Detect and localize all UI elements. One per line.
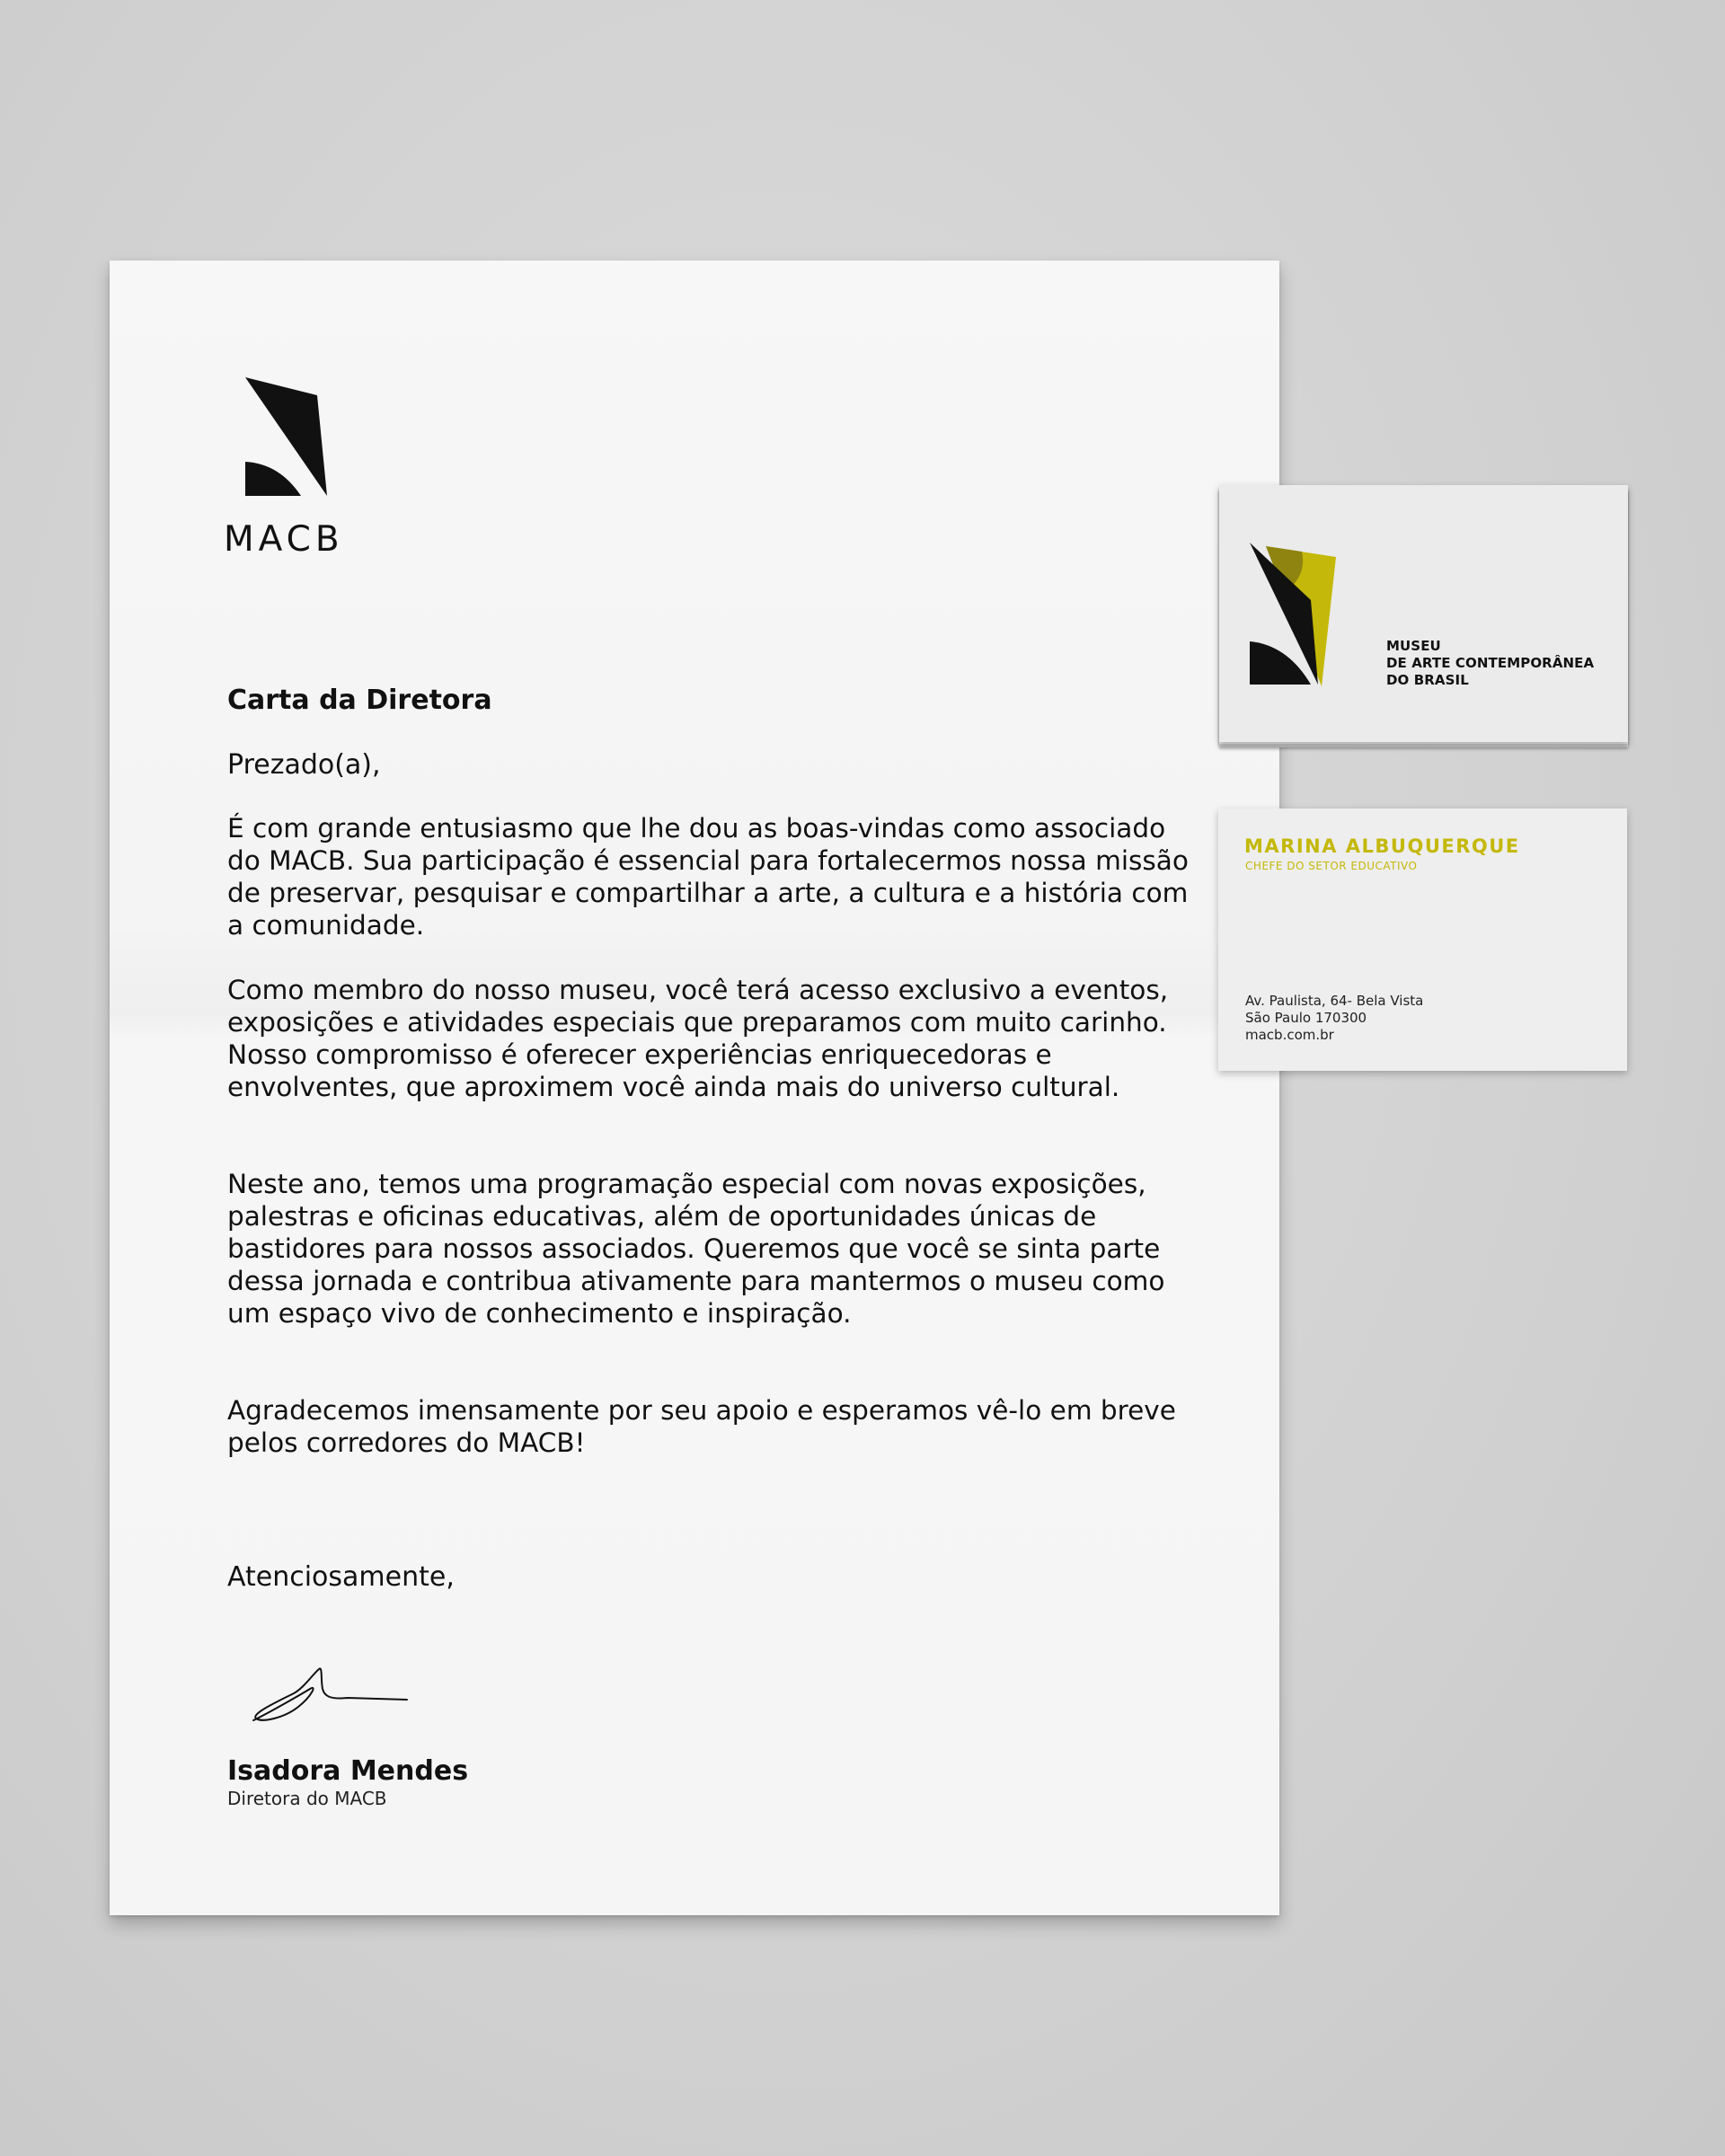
signer-name: Isadora Mendes [227,1755,469,1787]
letter-paragraph: É com grande entusiasmo que lhe dou as boas-vindas como associado do MACB. Sua participação é essencial para fortalecermos nossa missão de preservar, pesquisar e compartilhar a arte, a cultura e a história com a comunidade. [227,813,1189,941]
card-address-line: São Paulo 170300 [1245,1010,1367,1026]
letter-title: Carta da Diretora [227,685,492,716]
letter-closing: Atenciosamente, [227,1561,455,1593]
card-address [1245,993,1423,1044]
letter-paragraph: Neste ano, temos uma programação especial com novas exposições, palestras e oficinas educativas, além de oportunidades únicas de bastidores para nossos associados. Queremos que você se sinta parte dessa jornada e contribua ativamente para mantermos o museu como um espaço vivo de conhecimento e inspiração. [227,1169,1165,1329]
card-org-name [1386,638,1594,689]
letter-greeting: Prezado(a), [227,749,381,781]
card-person-role: CHEFE DO SETOR EDUCATIVO [1245,860,1418,872]
card-address-line: Av. Paulista, 64- Bela Vista [1245,993,1424,1009]
card-address-line: macb.com.br [1245,1027,1334,1043]
letter-sheet [110,261,1279,1915]
business-card-back [1218,808,1627,1071]
card-org-line: MUSEU [1386,638,1441,654]
letter-paragraph: Como membro do nosso museu, você terá acesso exclusivo a eventos, exposições e atividades especiais que preparamos com muito carinho. Nosso compromisso é oferecer experiências enriquecedoras e envolventes, que aproximem você ainda mais do universo cultural. [227,975,1169,1102]
letter-paragraph: Agradecemos imensamente por seu apoio e esperamos vê-lo em breve pelos corredores do MACB! [227,1395,1176,1458]
business-card-front-stack [1219,485,1628,747]
macb-color-logo-icon [1248,541,1338,690]
card-org-line: DE ARTE CONTEMPORÂNEA [1386,655,1595,671]
business-card-front [1219,485,1628,742]
signer-role: Diretora do MACB [227,1788,387,1809]
card-org-line: DO BRASIL [1386,672,1469,688]
macb-logo-icon [243,376,328,496]
signature-icon [249,1662,411,1725]
logo-wordmark: MACB [224,519,344,560]
card-person-name: MARINA ALBUQUERQUE [1244,835,1520,857]
